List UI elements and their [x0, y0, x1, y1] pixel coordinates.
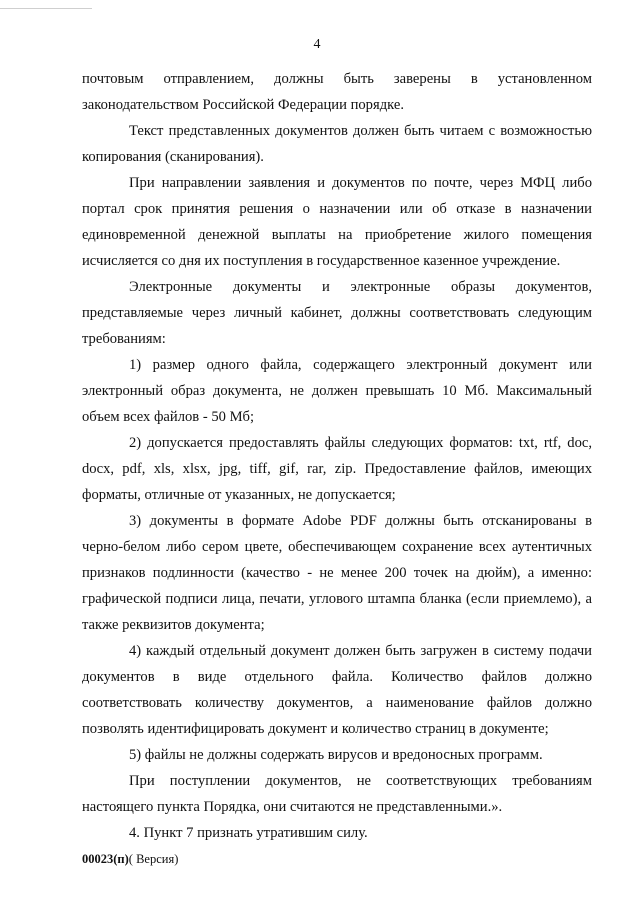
paragraph: почтовым отправлением, должны быть заверены в установленном законодательством Российской Федерации порядке. [82, 71, 592, 113]
list-item: 4) каждый отдельный документ должен быть загружен в систему подачи документов в виде отдельного файла. Количество файлов должно соответствовать количеству документов, а наименование файлов должно позволять идентифицировать документ и количество страниц в документе; [82, 643, 592, 737]
document-code: 00023(п) [82, 852, 129, 866]
paragraph: При поступлении документов, не соответствующих требованиям настоящего пункта Порядка, они считаются не представленными.». [82, 773, 592, 815]
scan-edge-mark [0, 8, 92, 9]
list-item: 1) размер одного файла, содержащего электронный документ или электронный образ документа, не должен превышать 10 Мб. Максимальный объем всех файлов - 50 Мб; [82, 357, 592, 425]
document-body [82, 66, 592, 846]
document-version: ( Версия) [128, 852, 179, 866]
paragraph: 4. Пункт 7 признать утратившим силу. [129, 825, 368, 841]
list-item: 2) допускается предоставлять файлы следующих форматов: txt, rtf, doc, docx, pdf, xls, xlsx, jpg, tiff, gif, rar, zip. Предоставление файлов, имеющих форматы, отличные от указанных, не допускается; [82, 435, 592, 503]
list-item: 3) документы в формате Adobe PDF должны быть отсканированы в черно-белом либо сером цвете, обеспечивающем сохранение всех аутентичных признаков подлинности (качество - не менее 200 точек на дюйм), а именно: графической подписи лица, печати, углового штампа бланка (если приемлемо), а также реквизитов документа; [82, 513, 592, 633]
page-number: 4 [313, 37, 321, 52]
paragraph: Электронные документы и электронные образы документов, представляемые через личный кабинет, должны соответствовать следующим требованиям: [82, 279, 592, 347]
list-item: 5) файлы не должны содержать вирусов и вредоносных программ. [129, 747, 543, 763]
paragraph: При направлении заявления и документов по почте, через МФЦ либо портал срок принятия решения о назначении или об отказе в назначении единовременной денежной выплаты на приобретение жилого помещения исчисляется со дня их поступления в государственное казенное учреждение. [82, 175, 592, 269]
document-footer [82, 852, 178, 867]
paragraph: Текст представленных документов должен быть читаем с возможностью копирования (сканирования). [82, 123, 592, 165]
